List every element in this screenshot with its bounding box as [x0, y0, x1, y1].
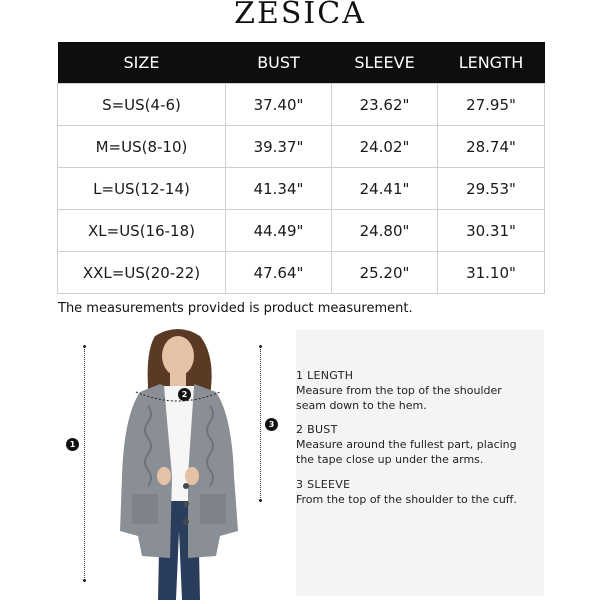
table-header-row	[58, 42, 545, 84]
size-chart-table	[57, 42, 545, 294]
header-length: LENGTH	[438, 42, 545, 84]
cell-bust: 47.64"	[226, 252, 332, 294]
cell-length: 31.10"	[438, 252, 545, 294]
cell-bust: 37.40"	[226, 84, 332, 126]
measuring-guide-panel	[296, 330, 544, 596]
sleeve-bottom-dot	[259, 499, 262, 502]
cell-size: S=US(4-6)	[58, 84, 226, 126]
cell-bust: 39.37"	[226, 126, 332, 168]
cell-sleeve: 23.62"	[332, 84, 438, 126]
length-bottom-dot	[83, 579, 86, 582]
length-marker: 1	[66, 438, 79, 451]
cell-length: 30.31"	[438, 210, 545, 252]
cell-sleeve: 24.41"	[332, 168, 438, 210]
length-line	[84, 346, 85, 580]
cell-size: XL=US(16-18)	[58, 210, 226, 252]
guide-length-text-1: Measure from the top of the shoulder	[296, 384, 502, 397]
bust-marker: 2	[178, 388, 191, 401]
guide-length-text-2: seam down to the hem.	[296, 399, 427, 412]
cell-length: 27.95"	[438, 84, 545, 126]
cell-length: 29.53"	[438, 168, 545, 210]
header-size: SIZE	[58, 42, 226, 84]
sleeve-top-dot	[259, 345, 262, 348]
table-row	[58, 168, 545, 210]
length-top-dot	[83, 345, 86, 348]
table-row	[58, 126, 545, 168]
guide-bust-text-2: the tape close up under the arms.	[296, 453, 484, 466]
brand-logo: ZESICA	[234, 0, 366, 31]
cell-size: XXL=US(20-22)	[58, 252, 226, 294]
table-row	[58, 210, 545, 252]
cell-size: L=US(12-14)	[58, 168, 226, 210]
guide-bust	[296, 422, 517, 467]
guide-sleeve-text-1: From the top of the shoulder to the cuff.	[296, 493, 517, 506]
guide-length-title: 1 LENGTH	[296, 369, 354, 382]
model-figure	[60, 326, 290, 600]
cell-bust: 44.49"	[226, 210, 332, 252]
cell-length: 28.74"	[438, 126, 545, 168]
measurement-note: The measurements provided is product measurement.	[58, 301, 413, 316]
cell-sleeve: 24.02"	[332, 126, 438, 168]
cell-sleeve: 24.80"	[332, 210, 438, 252]
sleeve-line	[260, 346, 261, 500]
guide-sleeve-title: 3 SLEEVE	[296, 478, 351, 491]
guide-length	[296, 368, 502, 413]
model-illustration	[60, 326, 290, 600]
cell-bust: 41.34"	[226, 168, 332, 210]
guide-bust-text-1: Measure around the fullest part, placing	[296, 438, 517, 451]
header-bust: BUST	[226, 42, 332, 84]
guide-sleeve	[296, 477, 517, 507]
sleeve-marker: 3	[265, 418, 278, 431]
guide-bust-title: 2 BUST	[296, 423, 338, 436]
cell-size: M=US(8-10)	[58, 126, 226, 168]
header-sleeve: SLEEVE	[332, 42, 438, 84]
cell-sleeve: 25.20"	[332, 252, 438, 294]
table-row	[58, 84, 545, 126]
table-row	[58, 252, 545, 294]
